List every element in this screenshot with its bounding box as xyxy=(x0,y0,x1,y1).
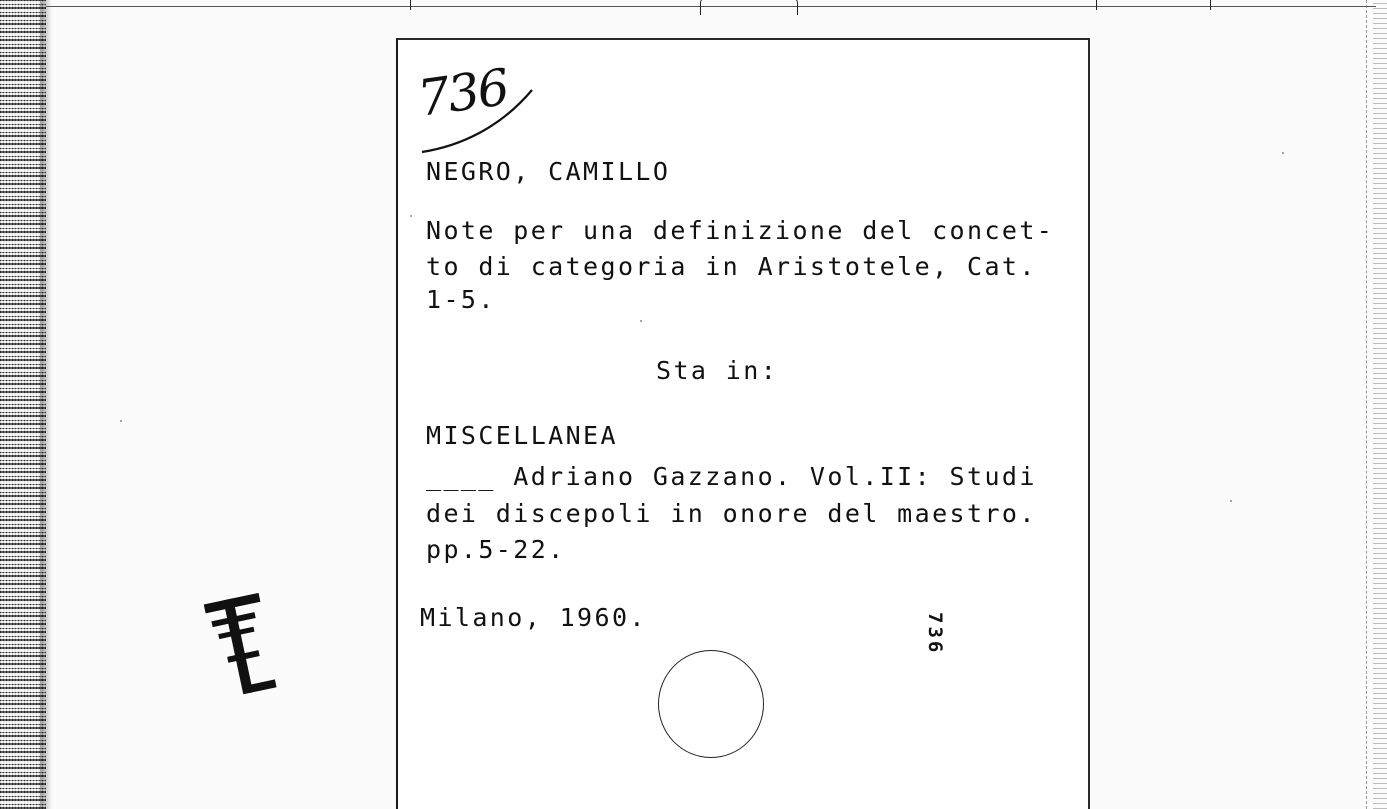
handwritten-number: 736 xyxy=(414,58,512,128)
in-label: Sta in: xyxy=(656,356,779,385)
title-line: Note per una definizione del concet- xyxy=(426,216,1055,245)
scan-speck xyxy=(410,215,412,217)
right-edge xyxy=(1373,0,1387,809)
top-tab-arc xyxy=(700,0,798,15)
title-line: to di categoria in Aristotele, Cat. xyxy=(426,252,1037,281)
collection-line: pp.5-22. xyxy=(426,535,566,564)
top-tab-mark xyxy=(1096,0,1097,10)
top-tab-mark xyxy=(410,0,411,10)
collection-line: ____ Adriano Gazzano. Vol.II: Studi xyxy=(426,462,1037,491)
collection-line: dei discepoli in onore del maestro. xyxy=(426,499,1037,528)
series-name: MISCELLANEA xyxy=(426,421,618,450)
stamp-mark xyxy=(200,590,280,710)
punch-hole xyxy=(658,650,764,758)
scan-speck xyxy=(1282,152,1284,154)
top-tab-mark xyxy=(1210,0,1211,10)
vertical-shelf-number: 736 xyxy=(924,612,946,656)
right-margin-line xyxy=(1366,0,1367,809)
place-year: Milano, 1960. xyxy=(420,603,647,632)
title-line: 1-5. xyxy=(426,285,496,314)
scan-speck xyxy=(120,420,122,422)
author-name: NEGRO, CAMILLO xyxy=(426,157,671,186)
handwritten-underline xyxy=(420,86,540,156)
scan-speck xyxy=(640,320,642,322)
scan-speck xyxy=(1230,500,1232,502)
binding-shadow xyxy=(40,0,52,809)
